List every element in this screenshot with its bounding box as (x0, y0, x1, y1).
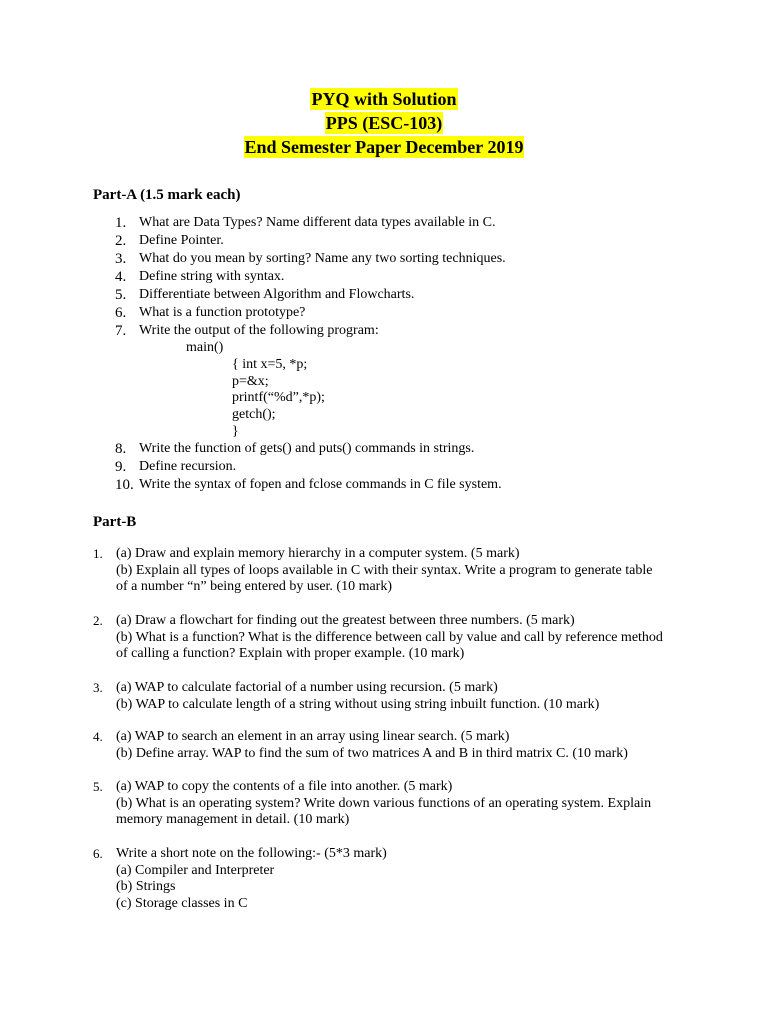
question-number: 1. (115, 215, 127, 231)
question-text: What do you mean by sorting? Name any two sorting techniques. (139, 251, 506, 266)
question-line: (c) Storage classes in C (116, 895, 248, 911)
code-line: } (232, 423, 239, 439)
question-line: (a) WAP to copy the contents of a file into another. (5 mark) (116, 779, 453, 794)
question-number: 9. (115, 459, 127, 475)
question-line: of calling a function? Explain with proper example. (10 mark) (116, 646, 465, 662)
question-number: 4. (93, 729, 103, 744)
question-number: 3. (115, 251, 127, 267)
question-text: Differentiate between Algorithm and Flowcharts. (139, 287, 415, 302)
question-number: 2. (115, 233, 127, 249)
question-number: 10. (115, 477, 134, 493)
question-text: Write the function of gets() and puts() commands in strings. (139, 441, 475, 456)
question-text: Write the output of the following program: (139, 323, 379, 338)
question-number: 7. (115, 323, 127, 339)
question-line: of a number “n” being entered by user. (10 mark) (116, 579, 393, 595)
question-number: 5. (93, 779, 103, 794)
question-line: (a) Compiler and Interpreter (116, 862, 275, 878)
question-number: 3. (93, 680, 103, 695)
title-line-3: End Semester Paper December 2019 (244, 137, 524, 157)
question-text: What are Data Types? Name different data types available in C. (139, 215, 496, 230)
title-line-1: PYQ with Solution (311, 89, 457, 109)
question-number: 6. (115, 305, 127, 321)
question-line: memory management in detail. (10 mark) (116, 812, 350, 828)
question-line: (b) Define array. WAP to find the sum of two matrices A and B in third matrix C. (10 mark) (116, 745, 628, 761)
question-number: 1. (93, 546, 103, 561)
part-a-heading: Part-A (1.5 mark each) (93, 187, 241, 203)
question-text: Define recursion. (139, 459, 237, 474)
code-line: getch(); (232, 407, 276, 423)
question-line: (a) WAP to calculate factorial of a number using recursion. (5 mark) (116, 680, 498, 695)
code-line: { int x=5, *p; (232, 357, 308, 372)
question-text: Define string with syntax. (139, 269, 285, 284)
question-line: (a) Draw and explain memory hierarchy in a computer system. (5 mark) (116, 546, 520, 561)
code-line: printf(“%d”,*p); (232, 390, 325, 406)
question-line: (b) Explain all types of loops available in C with their syntax. Write a program to generate table (116, 562, 653, 578)
question-line: (a) Draw a flowchart for finding out the greatest between three numbers. (5 mark) (116, 613, 575, 628)
question-line: (b) WAP to calculate length of a string without using string inbuilt function. (10 mark) (116, 696, 600, 712)
question-line: (b) What is a function? What is the difference between call by value and call by reference method (116, 629, 663, 645)
question-line: (b) Strings (116, 879, 176, 895)
question-text: What is a function prototype? (139, 305, 306, 320)
code-line: p=&x; (232, 373, 269, 389)
title-block (0, 88, 768, 160)
question-text: Define Pointer. (139, 233, 224, 248)
question-number: 8. (115, 441, 127, 457)
question-text: Write the syntax of fopen and fclose commands in C file system. (139, 477, 502, 492)
question-number: 5. (115, 287, 127, 303)
question-line: (b) What is an operating system? Write down various functions of an operating system. Explain (116, 795, 652, 811)
question-number: 4. (115, 269, 127, 285)
question-number: 6. (93, 846, 103, 861)
question-number: 2. (93, 613, 103, 628)
code-main: main() (186, 340, 224, 355)
question-line: Write a short note on the following:- (5*3 mark) (116, 846, 387, 861)
code-block (232, 357, 325, 441)
title-line-2: PPS (ESC-103) (325, 113, 443, 133)
part-b-heading: Part-B (93, 514, 137, 530)
question-line: (a) WAP to search an element in an array using linear search. (5 mark) (116, 729, 510, 744)
